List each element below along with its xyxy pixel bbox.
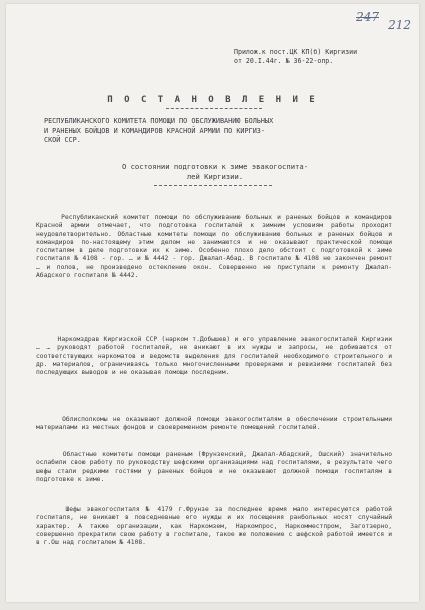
paragraph-2: Наркомздрав Киргизской ССР (нарком т.Добышев) и его управление эвакогоспиталей Киргизии … … руководят работой госпиталей, не вникают в их нужды и запросы, не добиваются от соответствующих наркоматов и ведомств выделения для госпиталей необходимого строительного и др. материалов, ограничиваясь только многочисленными проверками и ревизиями госпиталей без последующих выводов и не оказывая помощи последним. — [36, 336, 396, 377]
paragraph-4: Областные комитеты помощи раненым (Фрунзенский, Джалал-Абадский, Ошский) значительно ослабили свою работу по руководству шефскими организациями над госпиталями, в результате чего шефы стали редкими гостями у раненых бойцов и не оказывают должной помощи госпиталям в подготовке к зиме. — [36, 451, 396, 483]
issuing-committee: РЕСПУБЛИКАНСКОГО КОМИТЕТА ПОМОЩИ ПО ОБСЛУЖИВАНИЮ БОЛЬНЫХ И РАНЕНЫХ БОЙЦОВ И КОМАНДИРОВ КРАСНОЙ АРМИИ ПО КИРГИЗ- СКОЙ ССР. — [44, 117, 274, 144]
attachment-reference: Прилож.к пост.ЦК КП(б) Киргизии от 20.I.44г. № 36-22-опр. — [234, 48, 358, 65]
document-page — [6, 4, 419, 602]
handwritten-page-number: 212 — [388, 18, 411, 32]
paragraph-5: Шефы эвакогоспиталя № 4179 г.Фрунзе за последнее время мало интересуются работой госпиталя, не вникают в повседневные его нужды и их посещения ранбольных носят случайный характер. А также организации, как Наркомзем, Наркомпрос, Наркомместпром, Заготзерно, совершенно прекратили свою работу в госпитале, такое же положение с шефской работой имеется и в г.Ош над госпиталем № 4108. — [36, 506, 396, 547]
paragraph-1: Республиканский комитет помощи по обслуживанию больных и раненых бойцов и командиров Красной армии отмечает, что подготовка госпиталей к зимним условиям работы проходит неудовлетворительно. Областные комитеты помощи по обслуживанию больных и раненых бойцов и командиров по-настоящему этим делом не занимаются и не оказывают практической помощи госпиталям в деле подготовки их к зиме. Особенно плохо дело обстоит с подготовкой к зиме госпиталя № 4108 - гор. … и № 4442 - гор. Джалал-Абад. В госпитале № 4108 не закончен ремонт … и полов, не произведено остекление окон. Совершенно не приступали к ремонту Джалал-Абадского госпиталя № 4442. — [36, 214, 396, 280]
title-rule — [166, 108, 262, 109]
handwritten-page-number-crossed: 247 — [356, 10, 379, 24]
subject-rule — [154, 185, 272, 186]
subject-heading: О состоянии подготовки к зиме эвакогоспита- лей Киргизии. — [121, 162, 309, 181]
document-title: П О С Т А Н О В Л Е Н И Е — [107, 95, 318, 105]
paragraph-3: Облисполкомы не оказывают должной помощи эвакогоспиталям в обеспечении строительными материалами из местных фондов и своевременном ремонте помещений госпиталей. — [36, 416, 396, 432]
